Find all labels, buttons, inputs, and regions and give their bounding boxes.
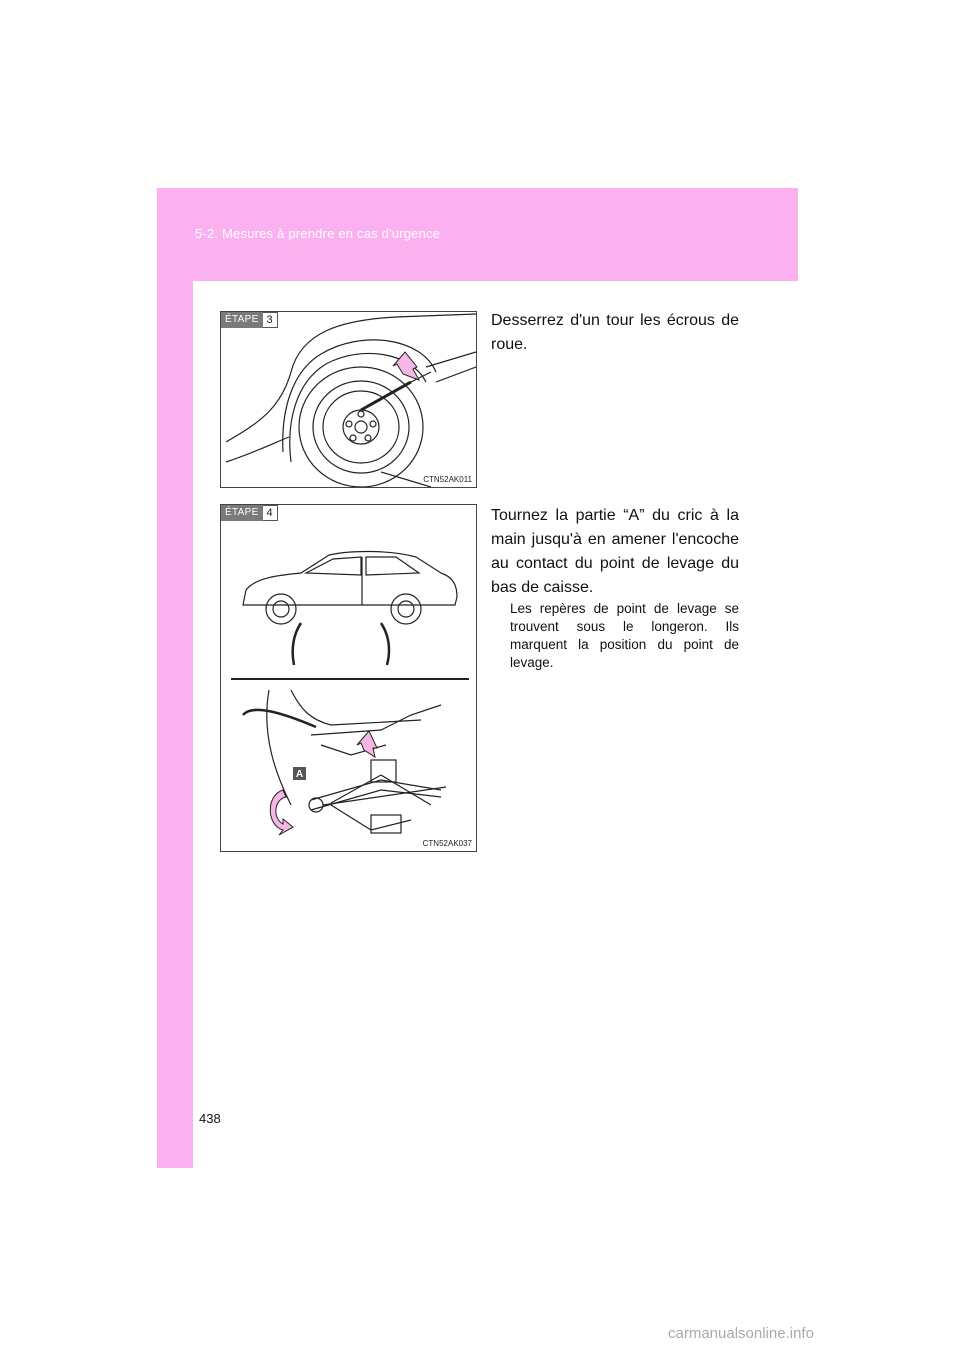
part-label-a: A xyxy=(295,769,304,780)
figure-code: CTN52AK037 xyxy=(422,839,472,848)
side-band xyxy=(157,281,193,1168)
step-badge xyxy=(221,505,278,521)
step-badge-number: 3 xyxy=(263,312,278,328)
section-title: 5-2. Mesures à prendre en cas d'urgence xyxy=(195,226,441,241)
step-3-figure xyxy=(220,311,477,488)
wheel-illustration xyxy=(221,312,476,487)
step-4-figure xyxy=(220,504,477,852)
step-badge-label: ÉTAPE xyxy=(221,312,263,328)
jack-illustration xyxy=(221,505,476,851)
watermark: carmanualsonline.info xyxy=(668,1325,814,1342)
step-4-note: Les repères de point de levage se trouvent sous le longeron. Ils marquent la position du point de levage. xyxy=(510,601,739,670)
figure-code: CTN52AK011 xyxy=(423,475,472,484)
step-3-text: Desserrez d'un tour les écrous de roue. xyxy=(491,312,739,353)
step-badge xyxy=(221,312,278,328)
step-4-text: Tournez la partie “A” du cric à la main jusqu'à en amener l'encoche au contact du point de levage du bas de caisse. xyxy=(491,507,739,596)
page-number: 438 xyxy=(199,1111,221,1126)
step-badge-label: ÉTAPE xyxy=(221,505,263,521)
step-badge-number: 4 xyxy=(263,505,278,521)
